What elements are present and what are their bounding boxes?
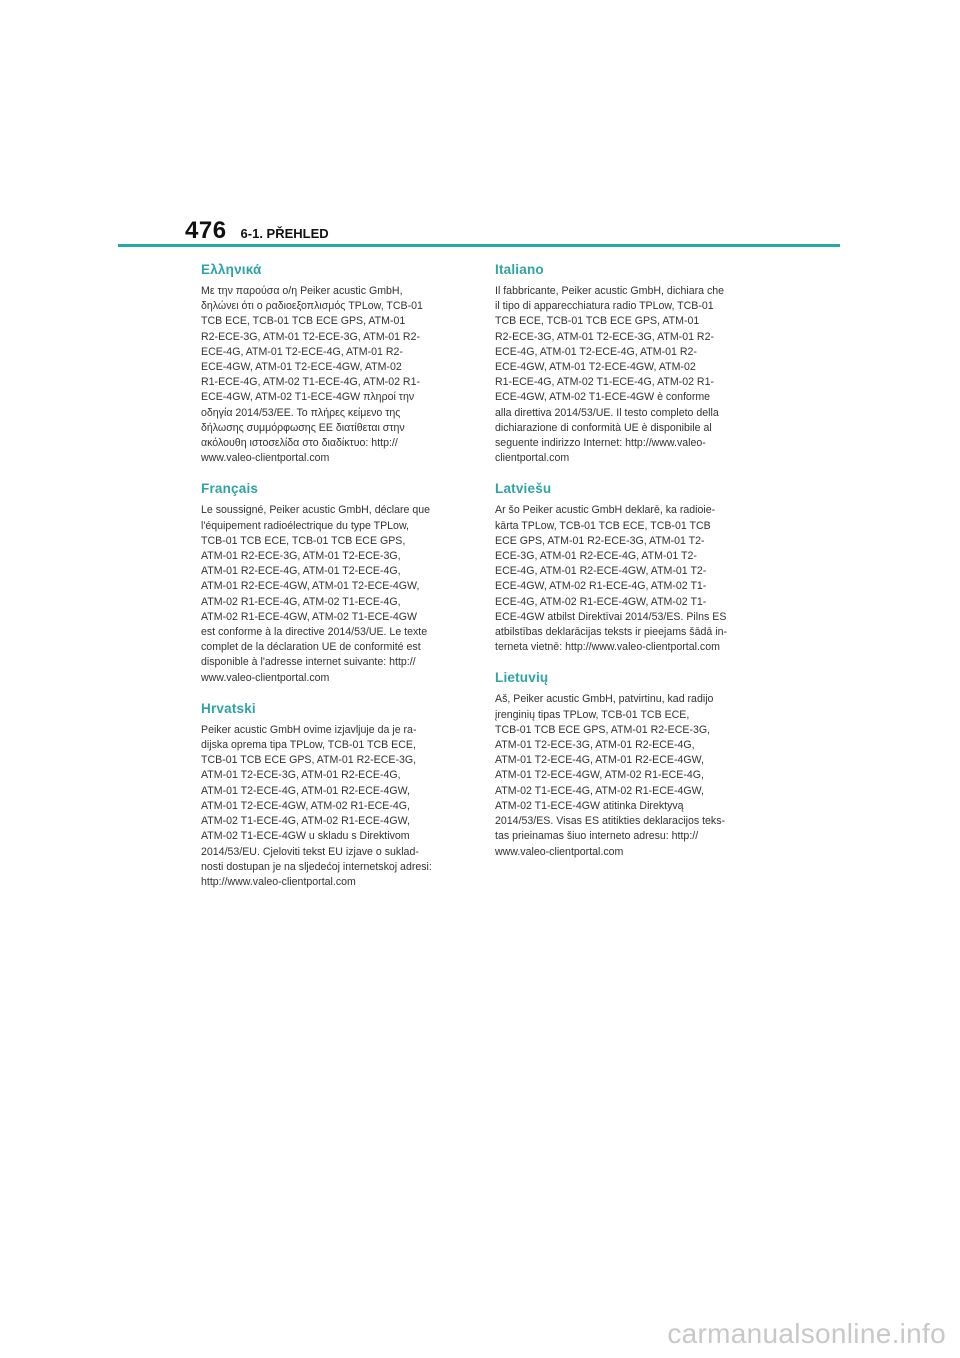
- section-title: Français: [201, 481, 259, 497]
- section-greek: [201, 262, 463, 466]
- section-body: Peiker acustic GmbH ovime izjavljuje da je ra- dijska oprema tipa TPLow, TCB-01 TCB ECE, TCB-01 TCB ECE GPS, ATM-01 R2-ECE-3G, ATM-01 T2-ECE-3G, ATM-01 R2-ECE-4G, ATM-01 T2-ECE-4G, ATM-01 R2-ECE-4GW, ATM-01 T2-ECE-4GW, ATM-02 R1-ECE-4G, ATM-02 T1-ECE-4G, ATM-02 R1-ECE-4GW, ATM-02 T1-ECE-4GW u skladu s Direktivom 2014/53/EU. Cjeloviti tekst EU izjave o suklad- nosti dostupan je na sljedećoj internetskoj adresi: http://www.valeo-clientportal.com: [201, 723, 432, 888]
- section-body: Ar šo Peiker acustic GmbH deklarē, ka radioie- kārta TPLow, TCB-01 TCB ECE, TCB-01 TCB ECE GPS, ATM-01 R2-ECE-3G, ATM-01 T2- ECE-3G, ATM-01 R2-ECE-4G, ATM-01 T2- ECE-4G, ATM-01 R2-ECE-4GW, ATM-01 T2- ECE-4GW, ATM-02 R1-ECE-4G, ATM-02 T1- ECE-4G, ATM-02 R1-ECE-4GW, ATM-02 T1- ECE-4GW atbilst Direktīvai 2014/53/ES. Pilns ES atbilstības deklarācijas teksts ir pieejams šādā in- terneta vietnē: http://www.valeo-clientportal.com: [495, 504, 727, 654]
- section-italian: [495, 262, 757, 466]
- section-body: Le soussigné, Peiker acustic GmbH, déclare que l'équipement radioélectrique du type TPLow, TCB-01 TCB ECE, TCB-01 TCB ECE GPS, ATM-01 R2-ECE-3G, ATM-01 T2-ECE-3G, ATM-01 R2-ECE-4G, ATM-01 T2-ECE-4G, ATM-01 R2-ECE-4GW, ATM-01 T2-ECE-4GW, ATM-02 R1-ECE-4G, ATM-02 T1-ECE-4G, ATM-02 R1-ECE-4GW, ATM-02 T1-ECE-4GW est conforme à la directive 2014/53/UE. Le texte complet de la déclaration UE de conformité est disponible à l'adresse internet suivante: http:// www.valeo-clientportal.com: [201, 504, 431, 684]
- section-title: Ελληνικά: [201, 262, 262, 277]
- section-lithuanian: [495, 670, 757, 859]
- section-body: Με την παρούσα ο/η Peiker acustic GmbH, δηλώνει ότι ο ραδιοεξοπλισμός TPLow, TCB-01 TCB ECE, TCB-01 TCB ECE GPS, ATM-01 R2-ECE-3G, ATM-01 T2-ECE-3G, ATM-01 R2- ECE-4G, ATM-01 T2-ECE-4G, ATM-01 R2- ECE-4GW, ATM-01 T2-ECE-4GW, ATM-02 R1-ECE-4G, ATM-02 T1-ECE-4G, ATM-02 R1- ECE-4GW, ATM-02 T1-ECE-4GW πληροί την οδηγία 2014/53/ΕΕ. Το πλήρες κείμενο της δήλωσης συμμόρφωσης ΕΕ διατίθεται στην ακόλουθη ιστοσελίδα στο διαδίκτυο: http:// www.valeo-clientportal.com: [201, 285, 423, 465]
- section-title: Lietuvių: [495, 670, 549, 686]
- section-latvian: [495, 481, 757, 655]
- section-title: Hrvatski: [201, 700, 256, 716]
- chapter-title: 6-1. PŘEHLED: [240, 226, 329, 241]
- section-title: Latviešu: [495, 481, 552, 497]
- section-title: Italiano: [495, 262, 544, 277]
- section-body: Il fabbricante, Peiker acustic GmbH, dichiara che il tipo di apparecchiatura radio TPLow, TCB-01 TCB ECE, TCB-01 TCB ECE GPS, ATM-01 R2-ECE-3G, ATM-01 T2-ECE-3G, ATM-01 R2- ECE-4G, ATM-01 T2-ECE-4G, ATM-01 R2- ECE-4GW, ATM-01 T2-ECE-4GW, ATM-02 R1-ECE-4G, ATM-02 T1-ECE-4G, ATM-02 R1- ECE-4GW, ATM-02 T1-ECE-4GW è conforme alla direttiva 2014/53/UE. Il testo completo della dichiarazione di conformità UE è disponibile al seguente indirizzo Internet: http://www.valeo- clientportal.com: [495, 285, 725, 465]
- site-watermark: carmanualsonline.info: [667, 1318, 946, 1349]
- page-number: 476: [185, 217, 227, 244]
- right-column: [495, 262, 757, 875]
- page-header: [185, 217, 329, 245]
- left-column: [201, 262, 463, 905]
- section-croatian: [201, 701, 463, 890]
- section-body: Aš, Peiker acustic GmbH, patvirtinu, kad radijo įrenginių tipas TPLow, TCB-01 TCB ECE, TCB-01 TCB ECE GPS, ATM-01 R2-ECE-3G, ATM-01 T2-ECE-3G, ATM-01 R2-ECE-4G, ATM-01 T2-ECE-4G, ATM-01 R2-ECE-4GW, ATM-01 T2-ECE-4GW, ATM-02 R1-ECE-4G, ATM-02 T1-ECE-4G, ATM-02 R1-ECE-4GW, ATM-02 T1-ECE-4GW atitinka Direktyvą 2014/53/ES. Visas ES atitikties deklaracijos teks- tas prieinamas šiuo interneto adresu: http:// www.valeo-clientportal.com: [495, 693, 726, 858]
- section-french: [201, 481, 463, 685]
- header-rule: [118, 244, 840, 247]
